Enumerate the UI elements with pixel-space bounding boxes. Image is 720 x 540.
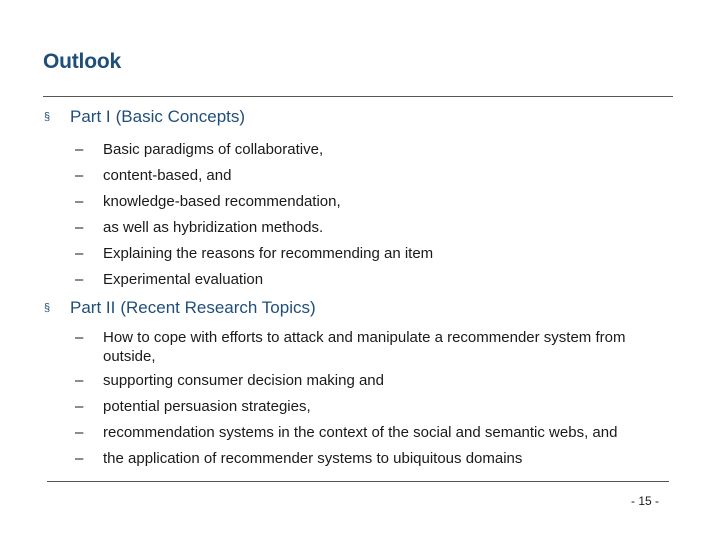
section-heading <box>44 297 680 319</box>
title-divider <box>43 96 673 97</box>
section-part-1 <box>44 106 680 293</box>
section-bullet-icon: § <box>44 302 51 314</box>
section-heading-label: Part II <box>70 298 116 317</box>
list-item-text: How to cope with efforts to attack and manipulate a recommender system from outside, <box>103 329 626 365</box>
list-item <box>44 189 680 215</box>
list-item <box>44 394 680 420</box>
dash-bullet-icon: – <box>75 167 84 184</box>
list-item-text: Basic paradigms of collaborative, <box>103 141 324 158</box>
list-item <box>44 446 680 472</box>
dash-bullet-icon: – <box>75 424 84 441</box>
section-heading-subtitle: (Basic Concepts) <box>115 107 246 126</box>
list-item-text: potential persuasion strategies, <box>103 398 311 415</box>
section-heading-label: Part I <box>70 107 111 126</box>
section-heading-subtitle: (Recent Research Topics) <box>120 298 316 317</box>
list-item <box>44 368 680 394</box>
dash-bullet-icon: – <box>75 193 84 210</box>
list-item <box>44 267 680 293</box>
list-item <box>44 215 680 241</box>
list-item-text: recommendation systems in the context of the social and semantic webs, and <box>103 424 618 441</box>
footer-divider <box>47 481 669 482</box>
list-item-text: as well as hybridization methods. <box>103 219 324 236</box>
section-bullet-icon: § <box>44 111 51 123</box>
sub-bullet-list <box>44 137 680 293</box>
section-part-2 <box>44 297 680 472</box>
list-item-text: content-based, and <box>103 167 232 184</box>
list-item-text: supporting consumer decision making and <box>103 372 384 389</box>
list-item <box>44 325 680 368</box>
dash-bullet-icon: – <box>75 219 84 236</box>
list-item <box>44 137 680 163</box>
dash-bullet-icon: – <box>75 329 84 346</box>
sub-bullet-list <box>44 325 680 472</box>
dash-bullet-icon: – <box>75 372 84 389</box>
list-item <box>44 163 680 189</box>
dash-bullet-icon: – <box>75 141 84 158</box>
list-item <box>44 241 680 267</box>
dash-bullet-icon: – <box>75 271 84 288</box>
list-item-text: the application of recommender systems to ubiquitous domains <box>103 450 523 467</box>
list-item-text: Experimental evaluation <box>103 271 264 288</box>
dash-bullet-icon: – <box>75 245 84 262</box>
section-heading <box>44 106 680 128</box>
dash-bullet-icon: – <box>75 398 84 415</box>
list-item-text: Explaining the reasons for recommending an item <box>103 245 434 262</box>
list-item <box>44 420 680 446</box>
slide-title: Outlook <box>43 50 121 73</box>
dash-bullet-icon: – <box>75 450 84 467</box>
list-item-text: knowledge-based recommendation, <box>103 193 341 210</box>
page-number: - 15 - <box>631 494 660 508</box>
